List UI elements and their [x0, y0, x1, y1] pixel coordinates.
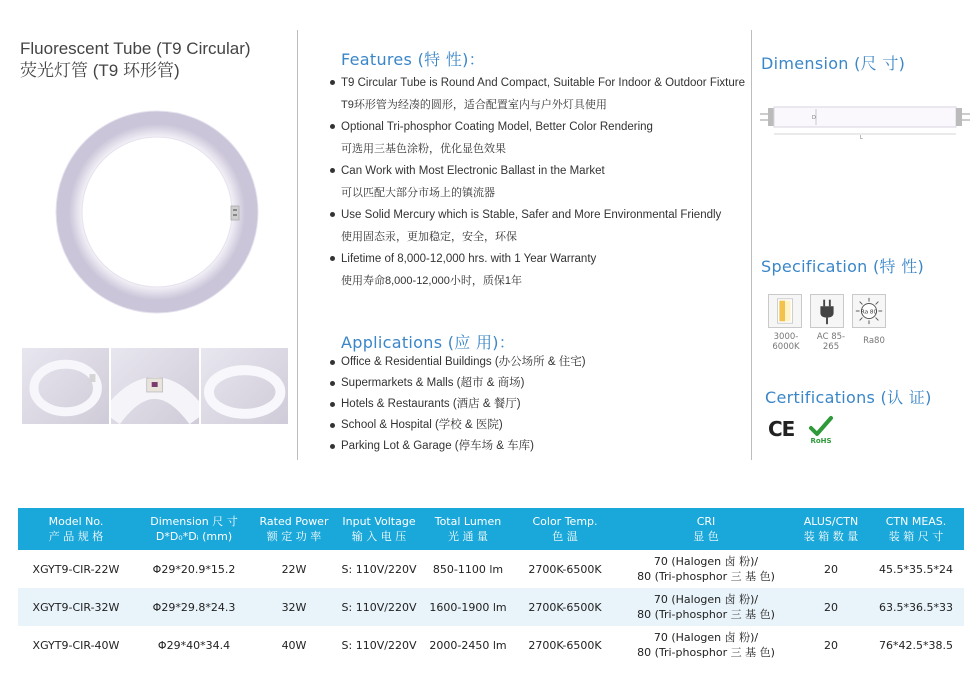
- cell-model: XGYT9-CIR-32W: [18, 588, 134, 626]
- ac-plug-svg: [811, 295, 843, 327]
- feature-text-en: Lifetime of 8,000-12,000 hrs. with 1 Year Warranty: [341, 253, 597, 265]
- specification-icons: [768, 294, 886, 328]
- dimension-title: Dimension (尺 寸): [761, 54, 906, 73]
- ra-sun-icon: [852, 294, 886, 328]
- applications-list: [330, 352, 760, 457]
- rohs-logo-icon: [806, 414, 836, 444]
- cell-cri: 70 (Halogen 卤 粉)/ 80 (Tri-phosphor 三 基 色): [637, 631, 775, 659]
- features-list: [330, 72, 760, 292]
- table-header-row: [18, 508, 964, 550]
- ra-sun-svg: [853, 295, 885, 327]
- spec-caption-ra: Ra80: [863, 336, 885, 346]
- cell-pcs: 20: [824, 562, 838, 576]
- circular-tube-image: [55, 110, 260, 315]
- side-thumbnail-icon: [201, 348, 288, 424]
- rohs-label: RoHS: [810, 437, 832, 444]
- color-temperature-icon: [768, 294, 802, 328]
- feature-text-cn: 使用寿命8,000-12,000小时，质保1年: [341, 275, 522, 287]
- bullet-icon: [330, 124, 335, 129]
- ac-plug-icon: [810, 294, 844, 328]
- cell-color-temp: 2700K-6500K: [528, 562, 602, 576]
- cell-lumen: 1600-1900 lm: [424, 588, 512, 626]
- application-item: [330, 436, 760, 457]
- spec-caption-voltage: AC 85-265: [816, 332, 846, 352]
- bullet-icon: [330, 80, 335, 85]
- header-power: Rated Power 额 定 功 率: [254, 508, 334, 550]
- bullet-icon: [330, 168, 335, 173]
- feature-text-cn: T9环形管为经凑的圆形，适合配置室内与户外灯具使用: [341, 99, 607, 111]
- ra-icon-text: Ra 80: [860, 309, 878, 316]
- cell-ctn: 45.5*35.5*24: [879, 562, 953, 576]
- dimension-diagram: [760, 104, 970, 140]
- cell-pcs: 20: [824, 638, 838, 652]
- features-title: Features (特 性)：: [341, 50, 485, 69]
- product-title-cn: 荧光灯管 (T9 环形管): [20, 61, 180, 80]
- application-item: [330, 394, 760, 415]
- product-title: [20, 38, 290, 82]
- color-temperature-svg: [769, 295, 801, 327]
- circular-tube-icon: [55, 110, 260, 315]
- applications-title: Applications (应 用)：: [341, 333, 516, 352]
- feature-item: [330, 248, 760, 292]
- thumbnail-ring-side: [201, 348, 288, 424]
- application-text: Office & Residential Buildings (办公场所 & 住宅): [341, 356, 586, 368]
- cell-power: 32W: [254, 588, 334, 626]
- feature-text-cn: 使用固态汞，更加稳定，安全，环保: [341, 231, 517, 243]
- header-pcs-per-ctn: ALUS/CTN 装 箱 数 量: [794, 508, 868, 550]
- cell-dimension: Φ29*40*34.4: [157, 638, 231, 652]
- divider-left: [297, 30, 298, 460]
- specification-title: Specification (特 性): [761, 257, 925, 276]
- cell-color-temp: 2700K-6500K: [512, 588, 618, 626]
- cell-ctn: 63.5*36.5*33: [868, 588, 964, 626]
- bullet-icon: [330, 212, 335, 217]
- cell-dimension: Φ29*29.8*24.3: [134, 588, 254, 626]
- bullet-icon: [330, 444, 335, 449]
- product-thumbnails: [22, 348, 288, 424]
- bullet-icon: [330, 381, 335, 386]
- feature-text-en: Use Solid Mercury which is Stable, Safer and More Environmental Friendly: [341, 209, 722, 221]
- feature-item: [330, 160, 760, 204]
- header-cri: CRI 显 色: [618, 508, 794, 550]
- product-title-en: Fluorescent Tube (T9 Circular): [20, 39, 251, 58]
- cell-cri: 70 (Halogen 卤 粉)/ 80 (Tri-phosphor 三 基 色): [637, 555, 775, 583]
- cell-pcs: 20: [794, 588, 868, 626]
- cell-lumen: 850-1100 lm: [432, 562, 504, 576]
- cell-voltage: S: 110V/220V: [341, 638, 417, 652]
- certification-logos: [768, 414, 836, 444]
- application-item: [330, 415, 760, 436]
- bullet-icon: [330, 402, 335, 407]
- ce-logo: CE: [768, 417, 795, 441]
- connector-thumbnail-icon: [111, 348, 198, 424]
- ring-thumbnail-icon: [22, 348, 109, 424]
- cell-voltage: S: 110V/220V: [341, 562, 417, 576]
- header-lumen: Total Lumen 光 通 量: [424, 508, 512, 550]
- feature-text-en: T9 Circular Tube is Round And Compact, Suitable For Indoor & Outdoor Fixture: [341, 77, 745, 89]
- table-row: [18, 626, 964, 664]
- feature-item: [330, 204, 760, 248]
- dimension-label-d: D: [812, 115, 816, 121]
- application-text: Parking Lot & Garage (停车场 & 车库): [341, 440, 535, 452]
- cell-model: XGYT9-CIR-40W: [32, 638, 120, 652]
- cell-voltage: S: 110V/220V: [334, 588, 424, 626]
- application-text: Hotels & Restaurants (酒店 & 餐厅): [341, 398, 521, 410]
- header-color-temp: Color Temp. 色 温: [512, 508, 618, 550]
- bullet-icon: [330, 423, 335, 428]
- feature-text-cn: 可以匹配大部分市场上的镇流器: [341, 187, 495, 199]
- application-item: [330, 352, 760, 373]
- bullet-icon: [330, 360, 335, 365]
- feature-text-en: Optional Tri-phosphor Coating Model, Better Color Rendering: [341, 121, 653, 133]
- table-row: [18, 588, 964, 626]
- cell-dimension: Φ29*20.9*15.2: [152, 562, 236, 576]
- header-ctn-meas: CTN MEAS. 装 箱 尺 寸: [868, 508, 964, 550]
- table-row: [18, 550, 964, 588]
- cell-model: XGYT9-CIR-22W: [32, 562, 120, 576]
- application-text: Supermarkets & Malls (超市 & 商场): [341, 377, 525, 389]
- cell-power: 22W: [281, 562, 307, 576]
- cell-ctn: 76*42.5*38.5: [879, 638, 953, 652]
- feature-text-en: Can Work with Most Electronic Ballast in the Market: [341, 165, 605, 177]
- header-voltage: Input Voltage 输 入 电 压: [334, 508, 424, 550]
- application-item: [330, 373, 760, 394]
- thumbnail-ring-full: [22, 348, 109, 424]
- spec-caption-color-temp: 3000-6000K: [772, 332, 800, 352]
- cell-cri: 70 (Halogen 卤 粉)/ 80 (Tri-phosphor 三 基 色): [618, 588, 794, 626]
- feature-item: [330, 72, 760, 116]
- tube-dimension-icon: [760, 104, 970, 140]
- dimension-label-l: L: [860, 135, 863, 140]
- header-dimension: Dimension 尺 寸 D*D₀*Dᵢ (mm): [134, 508, 254, 550]
- spec-table: [18, 508, 964, 664]
- cell-lumen: 2000-2450 lm: [429, 638, 507, 652]
- application-text: School & Hospital (学校 & 医院): [341, 419, 503, 431]
- bullet-icon: [330, 256, 335, 261]
- cell-color-temp: 2700K-6500K: [528, 638, 602, 652]
- cell-power: 40W: [281, 638, 307, 652]
- feature-text-cn: 可选用三基色涂粉，优化显色效果: [341, 143, 506, 155]
- feature-item: [330, 116, 760, 160]
- header-model: Model No. 产 品 规 格: [18, 508, 134, 550]
- certifications-title: Certifications (认 证): [765, 388, 932, 407]
- thumbnail-ring-connector: [111, 348, 198, 424]
